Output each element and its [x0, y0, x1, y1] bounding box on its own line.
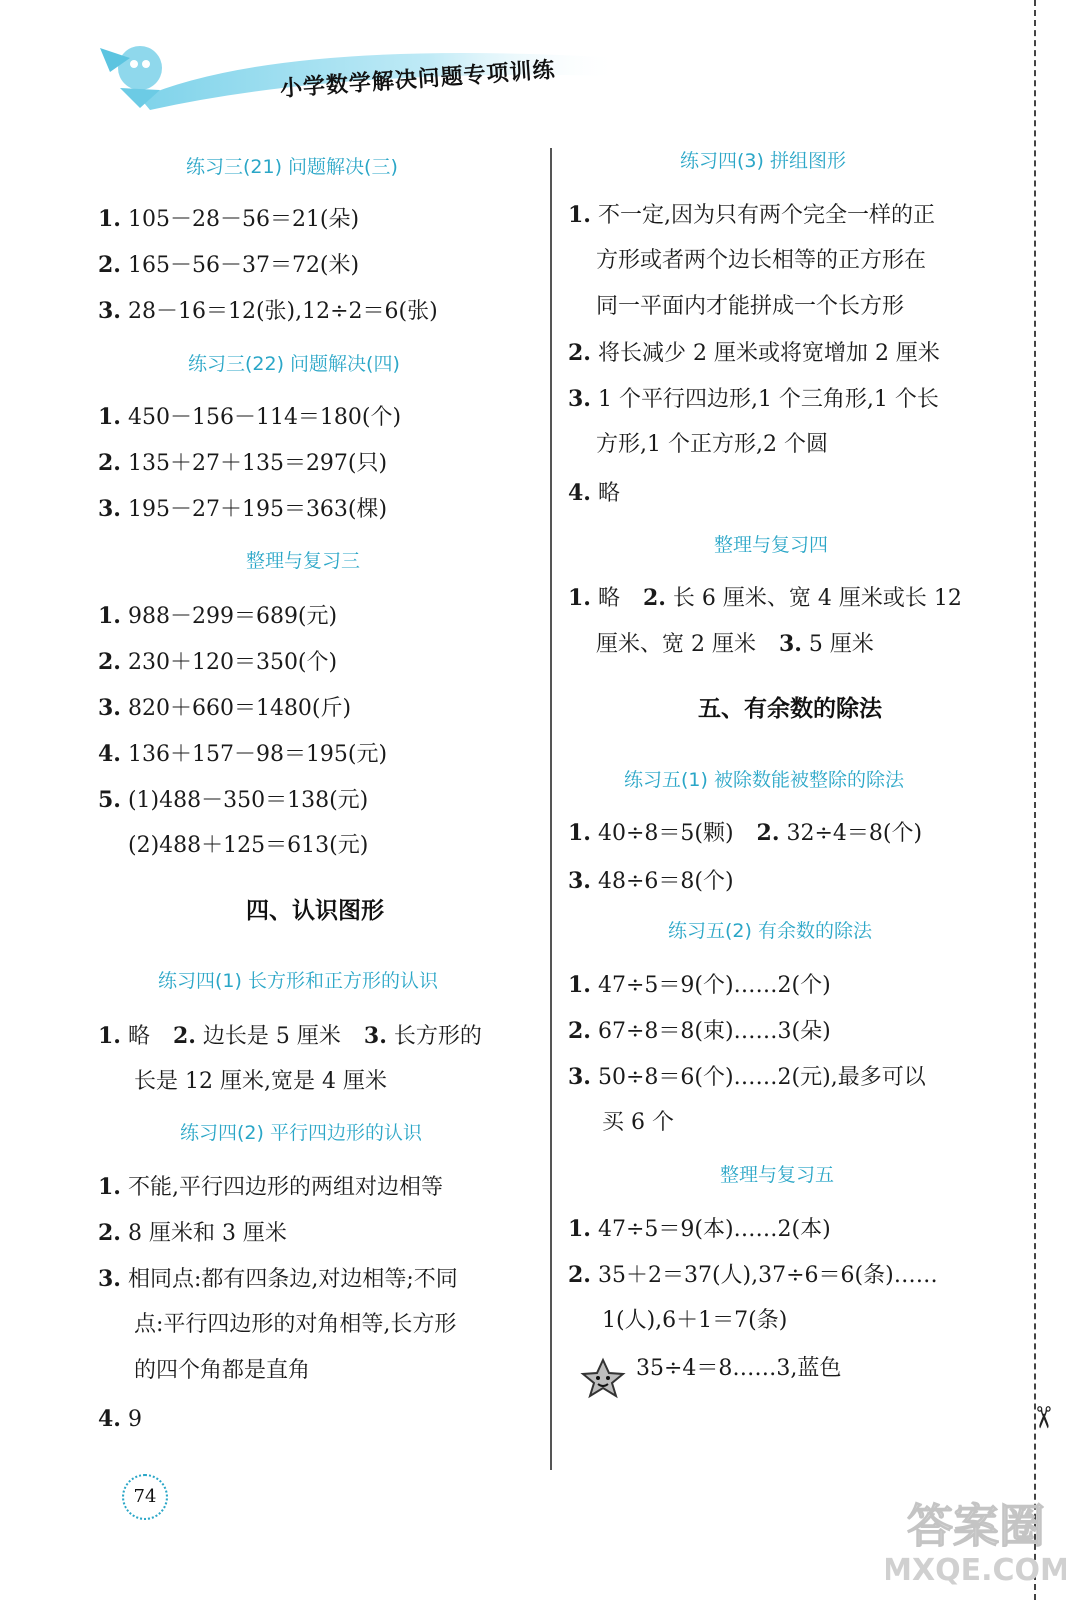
- item-number: 3.: [340, 1023, 387, 1049]
- item-text: 边长是 5 厘米: [195, 1024, 341, 1049]
- item-text: 5 厘米: [801, 632, 874, 657]
- section-heading: 练习三(22) 问题解决(四): [188, 353, 400, 375]
- star-icon: [578, 1356, 628, 1400]
- section-heading: 整理与复习三: [246, 550, 361, 572]
- answer-item: [568, 482, 620, 505]
- book-title: 小学数学解决问题专项训练: [279, 57, 557, 102]
- answer-item: [568, 1020, 831, 1043]
- item-number: 1.: [568, 820, 591, 846]
- item-number: 3.: [98, 1266, 121, 1292]
- item-text: 47÷5＝9(本)……2(本): [590, 1217, 831, 1242]
- answer-item: [98, 300, 438, 323]
- item-number: 3.: [98, 695, 121, 721]
- item-number: 1.: [98, 1174, 121, 1200]
- item-number: 2.: [98, 450, 121, 476]
- answer-continuation: 的四个角都是直角: [134, 1358, 311, 1383]
- item-text: 略: [590, 586, 620, 611]
- item-text: 230＋120＝350(个): [120, 650, 338, 675]
- item-text: 相同点:都有四条边,对边相等;不同: [120, 1267, 458, 1292]
- svg-text:答案圈: 答案圈: [907, 1499, 1045, 1553]
- item-number: 3.: [568, 1064, 591, 1090]
- item-text: 450－156－114＝180(个): [120, 405, 402, 430]
- item-text: 不一定,因为只有两个完全一样的正: [590, 203, 935, 228]
- item-text: 将长减少 2 厘米或将宽增加 2 厘米: [590, 341, 940, 366]
- answer-item: [98, 743, 387, 766]
- item-text: 长方形的: [386, 1024, 482, 1049]
- answer-item: [98, 605, 337, 628]
- item-text: 不能,平行四边形的两组对边相等: [120, 1175, 443, 1200]
- answer-item-group: [596, 633, 874, 656]
- header-banner: [80, 28, 620, 118]
- answer-item: [98, 1408, 142, 1431]
- item-text: 195－27＋195＝363(棵): [120, 497, 388, 522]
- answer-item-group: [568, 587, 962, 610]
- item-text: (1)488－350＝138(元): [120, 788, 369, 813]
- answer-continuation: 方形,1 个正方形,2 个圆: [596, 432, 828, 457]
- item-number: 1.: [98, 206, 121, 232]
- item-text: 47÷5＝9(个)……2(个): [590, 973, 831, 998]
- item-number: 1.: [568, 1216, 591, 1242]
- section-heading: 整理与复习五: [720, 1164, 835, 1186]
- item-number: 4.: [98, 741, 121, 767]
- svg-text:MXQE.COM: MXQE.COM: [886, 1553, 1066, 1588]
- item-number: 3.: [98, 496, 121, 522]
- answer-continuation: 点:平行四边形的对角相等,长方形: [134, 1312, 457, 1337]
- answer-item: [568, 388, 939, 411]
- scissors-icon: ✂: [1025, 1404, 1061, 1431]
- item-text: 1 个平行四边形,1 个三角形,1 个长: [590, 387, 939, 412]
- section-heading: 整理与复习四: [714, 534, 829, 556]
- column-divider: [550, 148, 552, 1470]
- item-number: 3.: [568, 386, 591, 412]
- item-number: 4.: [98, 1406, 121, 1432]
- section-heading: 练习四(1) 长方形和正方形的认识: [158, 970, 438, 992]
- answer-item: [568, 974, 831, 997]
- chapter-heading: 四、认识图形: [246, 898, 384, 924]
- answer-item: [98, 1176, 443, 1199]
- item-number: 1.: [568, 972, 591, 998]
- item-number: 2.: [619, 585, 666, 611]
- answer-item: [98, 1222, 287, 1245]
- item-number: 2.: [98, 252, 121, 278]
- answer-item: [98, 208, 359, 231]
- item-text: 50÷8＝6(个)……2(元),最多可以: [590, 1065, 926, 1090]
- item-number: 1.: [98, 1023, 121, 1049]
- answer-item: [568, 870, 734, 893]
- item-text: 28－16＝12(张),12÷2＝6(张): [120, 299, 438, 324]
- answer-continuation: 同一平面内才能拼成一个长方形: [596, 294, 905, 319]
- answer-item: [568, 342, 940, 365]
- answer-continuation: 1(人),6＋1＝7(条): [602, 1308, 788, 1333]
- item-text: 略: [590, 481, 620, 506]
- answer-item: [98, 406, 401, 429]
- answer-continuation: 长是 12 厘米,宽是 4 厘米: [134, 1069, 387, 1094]
- watermark-logo: [886, 1482, 1066, 1592]
- answer-item: [98, 651, 337, 674]
- item-text: 820＋660＝1480(斤): [120, 696, 352, 721]
- answer-continuation: (2)488＋125＝613(元): [128, 833, 369, 858]
- item-number: 2.: [568, 1018, 591, 1044]
- answer-continuation: 方形或者两个边长相等的正方形在: [596, 248, 927, 273]
- item-number: 2.: [98, 649, 121, 675]
- item-text: 48÷6＝8(个): [590, 869, 734, 894]
- answer-item: [568, 204, 935, 227]
- answer-continuation: 买 6 个: [602, 1110, 674, 1135]
- answer-item: [568, 1218, 831, 1241]
- item-text: 165－56－37＝72(米): [120, 253, 360, 278]
- item-number: 1.: [98, 603, 121, 629]
- section-heading: 练习四(3) 拼组图形: [680, 150, 846, 172]
- section-heading: 练习三(21) 问题解决(三): [186, 156, 398, 178]
- item-number: 1.: [98, 404, 121, 430]
- item-text: 988－299＝689(元): [120, 604, 338, 629]
- item-text: 9: [120, 1407, 142, 1432]
- item-number: 5.: [98, 787, 121, 813]
- section-heading: 练习五(1) 被除数能被整除的除法: [624, 769, 904, 791]
- item-text: 长 6 厘米、宽 4 厘米或长 12: [665, 586, 962, 611]
- chapter-heading: 五、有余数的除法: [698, 696, 882, 722]
- answer-item: [98, 697, 351, 720]
- answer-item: [568, 1066, 926, 1089]
- answer-item-group: [98, 1025, 482, 1048]
- item-number: 3.: [755, 631, 802, 657]
- section-heading: 练习四(2) 平行四边形的认识: [180, 1122, 422, 1144]
- item-number: 2.: [149, 1023, 196, 1049]
- item-number: 4.: [568, 480, 591, 506]
- answer-item: [568, 1264, 938, 1287]
- item-number: 1.: [568, 585, 591, 611]
- page-number: 74: [122, 1474, 168, 1520]
- answer-item-group: [568, 822, 922, 845]
- item-text: 136＋157－98＝195(元): [120, 742, 388, 767]
- item-number: 2.: [733, 820, 780, 846]
- item-number: 2.: [568, 1262, 591, 1288]
- item-text: 厘米、宽 2 厘米: [596, 632, 756, 657]
- item-text: 67÷8＝8(束)……3(朵): [590, 1019, 831, 1044]
- item-number: 2.: [98, 1220, 121, 1246]
- bonus-answer: 35÷4＝8……3,蓝色: [636, 1356, 842, 1381]
- item-number: 3.: [568, 868, 591, 894]
- answer-item: [98, 452, 387, 475]
- cut-line: [1034, 0, 1036, 1600]
- answer-item: [98, 1268, 458, 1291]
- item-text: 8 厘米和 3 厘米: [120, 1221, 287, 1246]
- answer-item: [98, 254, 359, 277]
- item-text: 略: [120, 1024, 150, 1049]
- answer-item: [98, 498, 387, 521]
- section-heading: 练习五(2) 有余数的除法: [668, 920, 872, 942]
- item-text: 105－28－56＝21(朵): [120, 207, 360, 232]
- item-text: 32÷4＝8(个): [779, 821, 923, 846]
- answer-item: [98, 789, 368, 812]
- item-text: 35＋2＝37(人),37÷6＝6(条)……: [590, 1263, 938, 1288]
- item-text: 40÷8＝5(颗): [590, 821, 734, 846]
- item-number: 3.: [98, 298, 121, 324]
- item-number: 2.: [568, 340, 591, 366]
- item-number: 1.: [568, 202, 591, 228]
- item-text: 135＋27＋135＝297(只): [120, 451, 388, 476]
